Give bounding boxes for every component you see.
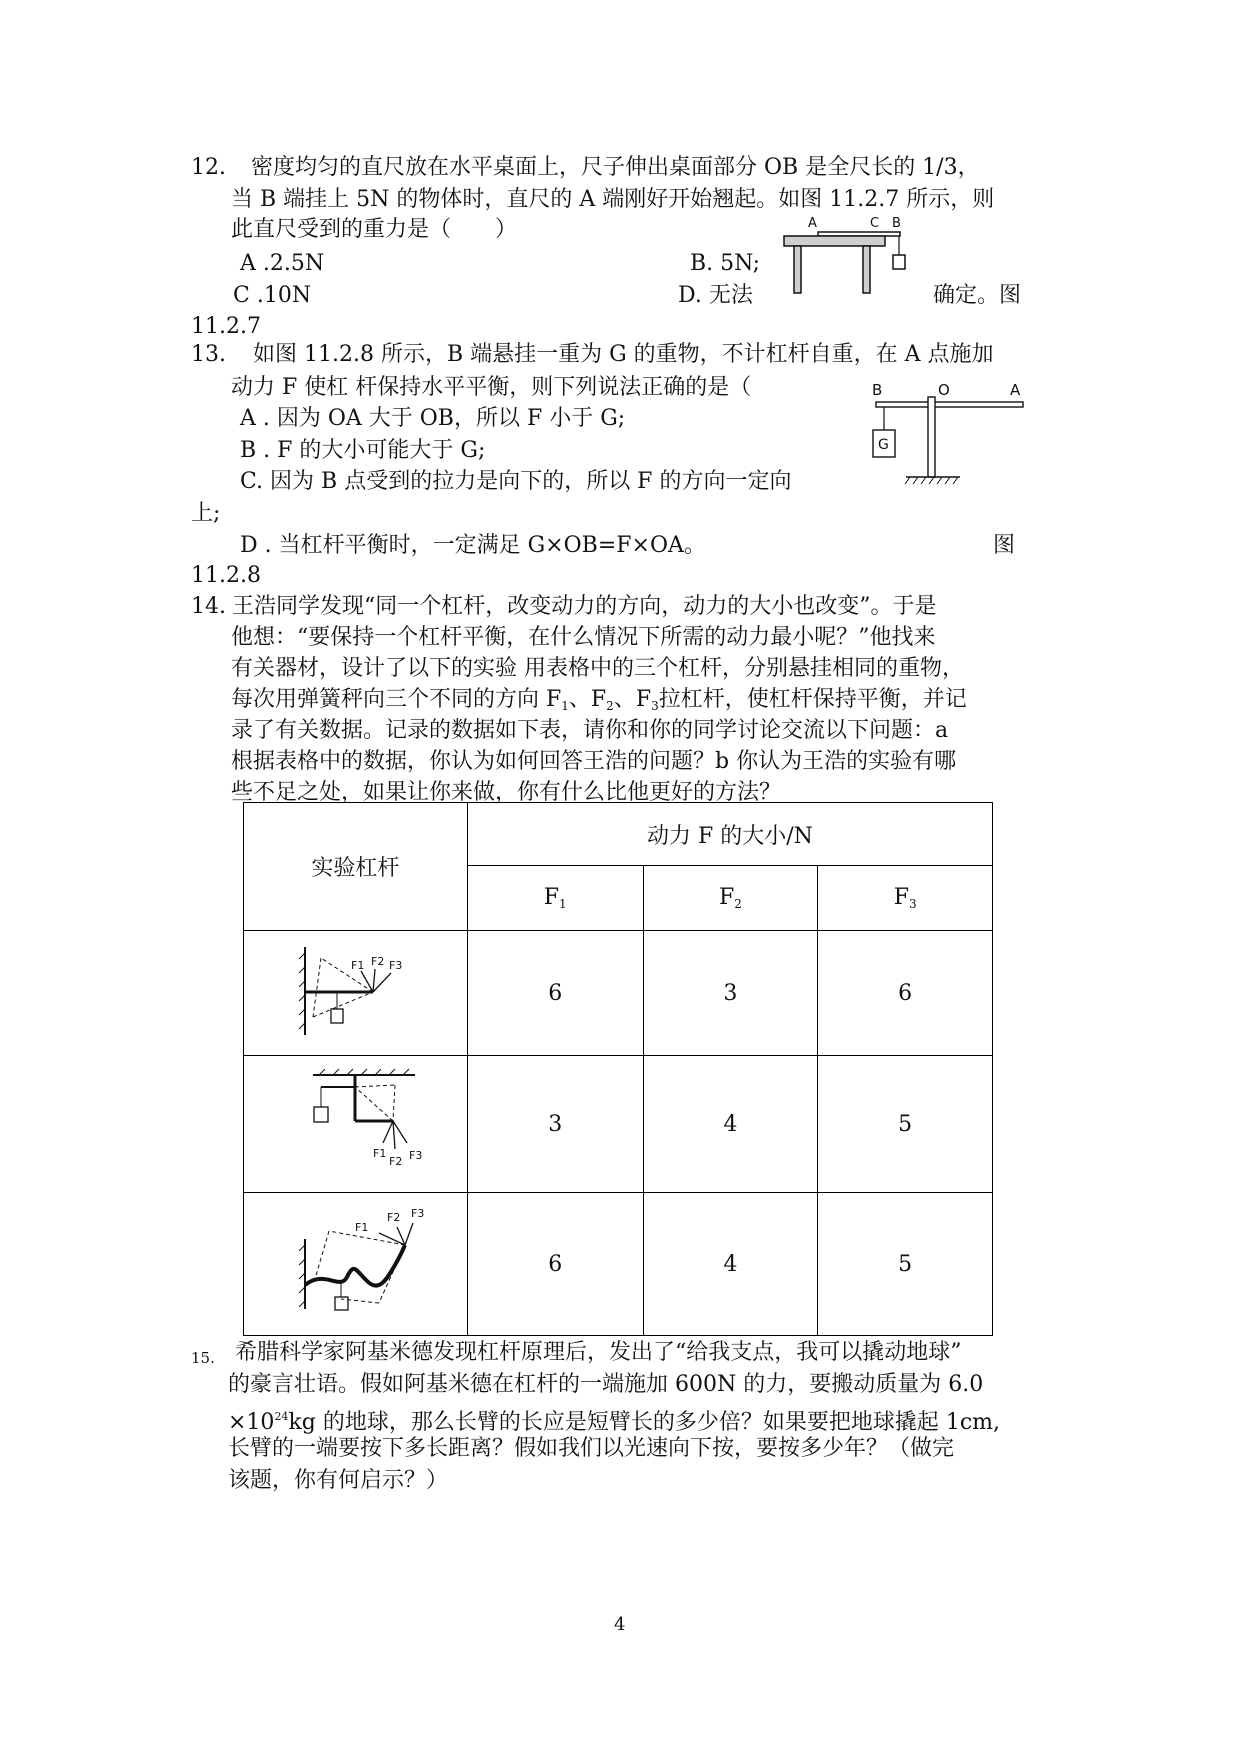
svg-text:F3: F3 [389, 959, 403, 972]
q13-lever-bar [876, 402, 1023, 407]
q12-label-c: C [870, 216, 880, 231]
q14-number: 14. [191, 594, 226, 619]
q12-line2: 当 B 端挂上 5N 的物体时，直尺的 A 端刚好开始翘起。如图 11.2.7 所示，则 [231, 187, 995, 212]
q14-line1: 王浩同学发现“同一个杠杆，改变动力的方向，动力的大小也改变”。于是 [232, 594, 937, 619]
svg-text:F2: F2 [389, 1155, 403, 1168]
cell-row3-f3: 5 [818, 1193, 993, 1336]
cell-row3-f2: 4 [643, 1193, 818, 1336]
q13-option-c-continued: 上; [191, 501, 221, 526]
q13-number: 13. [191, 342, 226, 367]
q13-label-g: G [878, 437, 889, 453]
q12-line3: 此直尺受到的重力是（ ） [231, 217, 518, 242]
q13-label-a: A [1010, 381, 1021, 399]
q13-label-o: O [938, 381, 950, 399]
q14-line3: 有关器材，设计了以下的实验 用表格中的三个杠杆，分别悬挂相同的重物， [231, 656, 964, 681]
table-header-f2: $F_2$ [643, 866, 818, 931]
page-number: 4 [614, 1614, 626, 1635]
q12-weight-shape [893, 255, 905, 269]
q15-line5: 该题，你有何启示？） [228, 1468, 449, 1493]
table-top-shape [784, 236, 885, 246]
cell-row1-f3: 6 [818, 931, 993, 1056]
q12-number: 12. [191, 155, 226, 180]
q12-option-d: D. 无法 [678, 283, 753, 308]
q15-line2: 的豪言壮语。假如阿基米德在杠杆的一端施加 600N 的力，要搬动质量为 6.0 [228, 1372, 984, 1397]
q12-ruler-table-figure [780, 215, 915, 300]
table-header-f1: $F_1$ [467, 866, 643, 931]
q13-option-c: C. 因为 B 点受到的拉力是向下的，所以 F 的方向一定向 [240, 469, 792, 494]
q13-option-b: B . F 的大小可能大于 G; [240, 438, 486, 463]
q13-option-d-tail: 图 [993, 533, 1016, 558]
table-header-lever: 实验杠杆 [244, 803, 468, 931]
q15-line3: $\times 10^{24}kg$ 的地球，那么长臂的长应是短臂长的多少倍？如果要把地球撬起 1cm, [228, 1410, 1001, 1435]
q13-stand [928, 397, 935, 477]
q14-line5: 录了有关数据。记录的数据如下表，请你和你的同学讨论交流以下问题：a [231, 718, 949, 743]
q14-line7: 些不足之处，如果让你来做，你有什么比他更好的方法？ [231, 780, 782, 805]
q15-line4: 长臂的一端要按下多长距离？假如我们以光速向下按，要按多少年？（做完 [228, 1436, 955, 1461]
cell-row2-f1: 3 [467, 1056, 643, 1193]
q13-option-a: A . 因为 OA 大于 OB，所以 F 小于 G; [240, 406, 626, 431]
svg-text:F3: F3 [409, 1149, 423, 1162]
cell-row2-f3: 5 [818, 1056, 993, 1193]
table-row [244, 1193, 993, 1336]
table-row [244, 1056, 993, 1193]
q15-number: 15. [191, 1349, 215, 1367]
q12-figure-caption: 11.2.7 [191, 314, 261, 339]
lever-diagram-3 [244, 1193, 468, 1336]
q12-option-a: A .2.5N [240, 251, 325, 276]
q15-line1: 希腊科学家阿基米德发现杠杆原理后，发出了“给我支点，我可以撬动地球” [235, 1340, 962, 1365]
svg-text:F2: F2 [387, 1210, 401, 1224]
q12-option-c: C .10N [233, 283, 312, 308]
cell-row2-f2: 4 [643, 1056, 818, 1193]
table-header-force: 动力 F 的大小/N [467, 803, 992, 866]
q12-line1: 密度均匀的直尺放在水平桌面上，尺子伸出桌面部分 OB 是全尺长的 1/3， [251, 155, 980, 180]
table-header-f3: $F_3$ [818, 866, 993, 931]
cell-row3-f1: 6 [467, 1193, 643, 1336]
lever-diagram-1 [244, 931, 468, 1056]
q14-line2: 他想：“要保持一个杠杆平衡，在什么情况下所需的动力最小呢？”他找来 [231, 625, 936, 650]
cell-row1-f2: 3 [643, 931, 818, 1056]
cell-row1-f1: 6 [467, 931, 643, 1056]
q14-line4: 每次用弹簧秤向三个不同的方向 $F_1$、$F_2$、$F_3$拉杠杆，使杠杆保持平衡，并记 [231, 687, 967, 713]
q12-option-b: B. 5N; [690, 251, 761, 276]
svg-text:F3: F3 [411, 1206, 425, 1220]
q12-option-d-tail: 确定。图 [933, 283, 1022, 308]
q13-line2: 动力 F 使杠 杆保持水平平衡，则下列说法正确的是（ [231, 375, 752, 400]
q13-figure-caption: 11.2.8 [191, 563, 261, 588]
svg-text:F1: F1 [355, 1220, 369, 1234]
svg-text:F2: F2 [371, 955, 385, 968]
q14-data-table [243, 802, 993, 1336]
q13-lever-figure [868, 378, 1028, 493]
q12-label-b: B [892, 216, 901, 231]
q13-label-b: B [872, 381, 883, 399]
table-row [244, 931, 993, 1056]
q14-line6: 根据表格中的数据，你认为如何回答王浩的问题？b 你认为王浩的实验有哪 [231, 749, 957, 774]
svg-text:F1: F1 [351, 959, 365, 972]
svg-text:F1: F1 [373, 1147, 387, 1160]
q13-line1: 如图 11.2.8 所示，B 端悬挂一重为 G 的重物，不计杠杆自重，在 A 点施加 [253, 342, 994, 367]
lever-diagram-2 [244, 1056, 468, 1193]
q12-label-a: A [808, 216, 817, 231]
q13-option-d: D . 当杠杆平衡时，一定满足 G×OB=F×OA。 [240, 533, 706, 558]
